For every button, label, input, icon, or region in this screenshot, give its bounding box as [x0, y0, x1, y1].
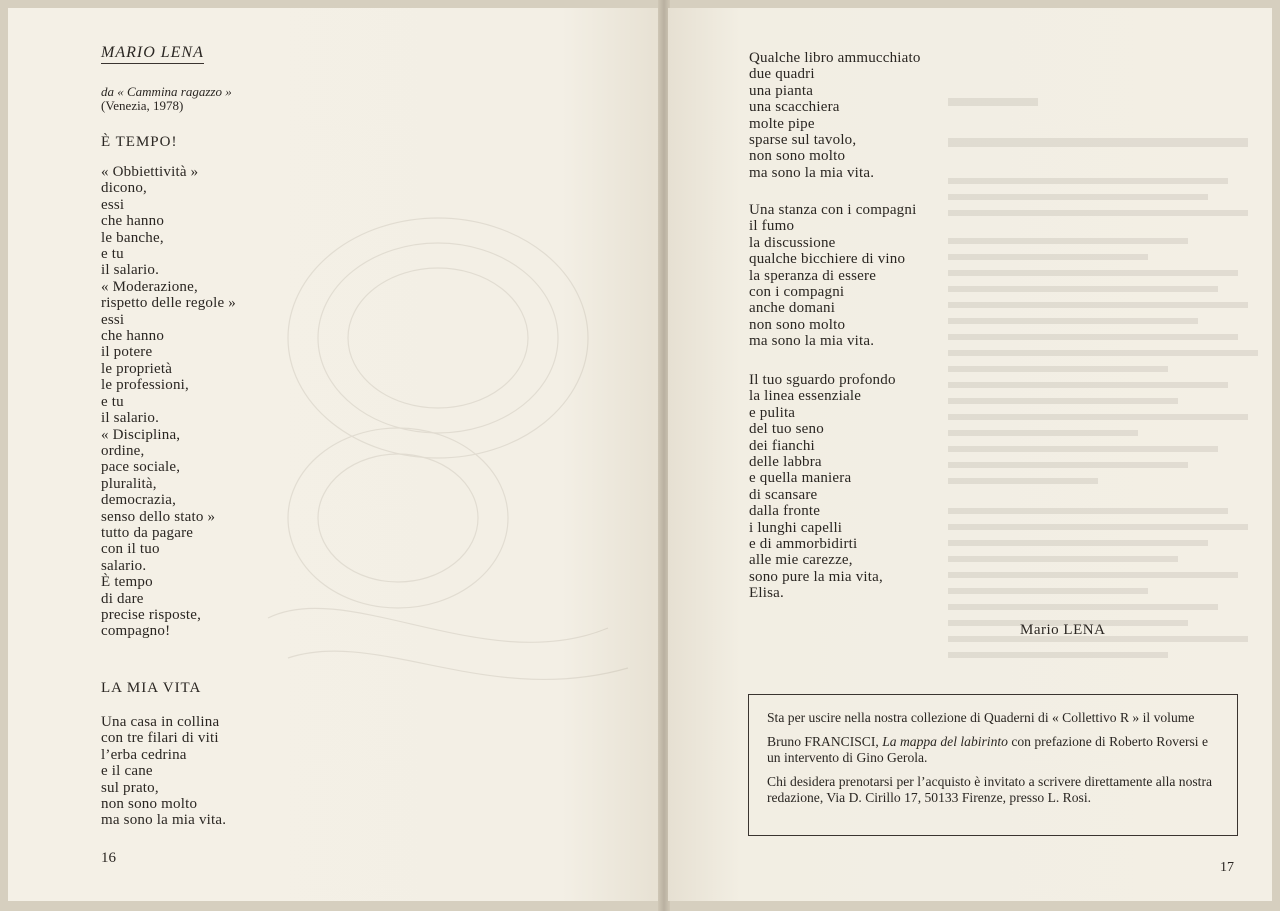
poem-line: ma sono la mia vita.: [101, 812, 227, 829]
poem-line: il salario.: [101, 262, 160, 279]
source-place: (Venezia, 1978): [101, 98, 184, 113]
poem-line: pace sociale,: [101, 459, 181, 476]
poem-line: precise risposte,: [101, 606, 202, 623]
poem-line: essi: [101, 196, 125, 213]
poem-line: il salario.: [101, 410, 160, 427]
background-illustration: [228, 158, 648, 718]
poem-line: due quadri: [749, 66, 815, 83]
poem-line: rispetto delle regole »: [101, 295, 236, 312]
poem-line: Una casa in collina: [101, 714, 220, 730]
poem-line: Una stanza con i compagni: [749, 202, 917, 218]
notice-order-instructions: Chi desidera prenotarsi per l’acquisto è invitato a scrivere direttamente alla nostra redazione, Via D. Cirillo 17, 50133 Firenze, presso L. Rosi.: [767, 774, 1213, 805]
poem-line: non sono molto: [101, 796, 198, 813]
poem-line: le professioni,: [101, 377, 189, 394]
poem-line: salario.: [101, 557, 147, 574]
poem-line: sono pure la mia vita,: [749, 568, 883, 585]
left-page: [8, 8, 661, 901]
poem-line: con tre filari di viti: [101, 730, 219, 747]
source-citation: [101, 85, 232, 113]
poem-line: le banche,: [101, 229, 164, 246]
poem-line: dicono,: [101, 180, 147, 197]
poem-line: democrazia,: [101, 492, 177, 509]
poem-line: ma sono la mia vita.: [749, 333, 875, 350]
poem-line: con il tuo: [101, 541, 160, 558]
poem-line: sparse sul tavolo,: [749, 132, 857, 149]
poem-line: la linea essenziale: [749, 388, 862, 405]
page-number: 16: [101, 850, 116, 866]
poem-line: che hanno: [101, 213, 165, 230]
poem-stanza-2: [749, 202, 916, 350]
poem-line: la discussione: [749, 234, 836, 251]
right-page: [668, 8, 1272, 901]
poem-line: dei fianchi: [749, 437, 815, 454]
poem-line: « Disciplina,: [101, 426, 181, 443]
poem-line: di scansare: [749, 486, 818, 503]
poem-line: « Obbiettività »: [101, 164, 199, 180]
source-title: da « Cammina ragazzo »: [101, 84, 232, 99]
poem-line: delle labbra: [749, 454, 822, 471]
poem-line: compagno!: [101, 623, 171, 640]
poem-stanza-3: [749, 372, 896, 602]
poem-line: senso dello stato »: [101, 508, 216, 525]
poem-title: È TEMPO!: [101, 134, 178, 150]
poem-line: dalla fronte: [749, 503, 821, 520]
poem-line: il fumo: [749, 218, 795, 235]
poem-line: e tu: [101, 393, 124, 410]
poem-line: e tu: [101, 246, 124, 263]
poem-line: anche domani: [749, 300, 836, 317]
poem-line: le proprietà: [101, 360, 173, 377]
author-name: MARIO LENA: [101, 44, 204, 64]
poem-line: È tempo: [101, 574, 153, 591]
poem-line: « Moderazione,: [101, 278, 198, 295]
poem-line: Elisa.: [749, 585, 784, 602]
poem-line: ma sono la mia vita.: [749, 164, 875, 181]
poem-line: e il cane: [101, 763, 153, 780]
poem-line: la speranza di essere: [749, 267, 877, 284]
poem-line: molte pipe: [749, 115, 815, 132]
notice-book-title: La mappa del labirinto: [882, 734, 1008, 749]
poem-line: una scacchiera: [749, 99, 840, 116]
poem-line: il potere: [101, 344, 153, 361]
poem-line: essi: [101, 311, 125, 328]
poem-line: l’erba cedrina: [101, 746, 187, 763]
poem-line: con i compagni: [749, 284, 845, 301]
poem-line: qualche bicchiere di vino: [749, 251, 906, 268]
publication-notice-box: [748, 694, 1238, 836]
poem-line: e di ammorbidirti: [749, 536, 858, 553]
poem-stanza-1: [749, 50, 921, 181]
poem-line: pluralità,: [101, 475, 157, 492]
poem-la-mia-vita: [101, 714, 226, 829]
poem-line: e pulita: [749, 404, 796, 421]
poem-line: Qualche libro ammucchiato: [749, 50, 921, 66]
notice-announcement: Sta per uscire nella nostra collezione di Quaderni di « Collettivo R » il volume: [767, 710, 1195, 725]
poem-line: del tuo seno: [749, 421, 824, 438]
notice-book-details: con prefazione di Roberto Roversi e un intervento di Gino Gerola.: [767, 734, 1209, 765]
poem-line: e quella maniera: [749, 470, 852, 487]
poem-line: tutto da pagare: [101, 524, 194, 541]
poem-line: una pianta: [749, 82, 814, 99]
poem-line: alle mie carezze,: [749, 552, 853, 569]
poem-line: Il tuo sguardo profondo: [749, 372, 896, 388]
notice-book-author: Bruno FRANCISCI,: [767, 734, 883, 749]
notice-book-info: [767, 734, 1219, 766]
poem-line: ordine,: [101, 442, 145, 459]
page-number: 17: [1220, 860, 1234, 875]
poem-line: i lunghi capelli: [749, 519, 843, 536]
poem-title: LA MIA VITA: [101, 680, 202, 696]
poem-line: di dare: [101, 590, 144, 607]
poem-signature: Mario LENA: [1020, 622, 1106, 638]
poem-line: non sono molto: [749, 148, 846, 165]
poem-line: sul prato,: [101, 779, 159, 796]
poem-e-tempo: [101, 164, 236, 640]
poem-line: che hanno: [101, 328, 165, 345]
poem-line: non sono molto: [749, 316, 846, 333]
